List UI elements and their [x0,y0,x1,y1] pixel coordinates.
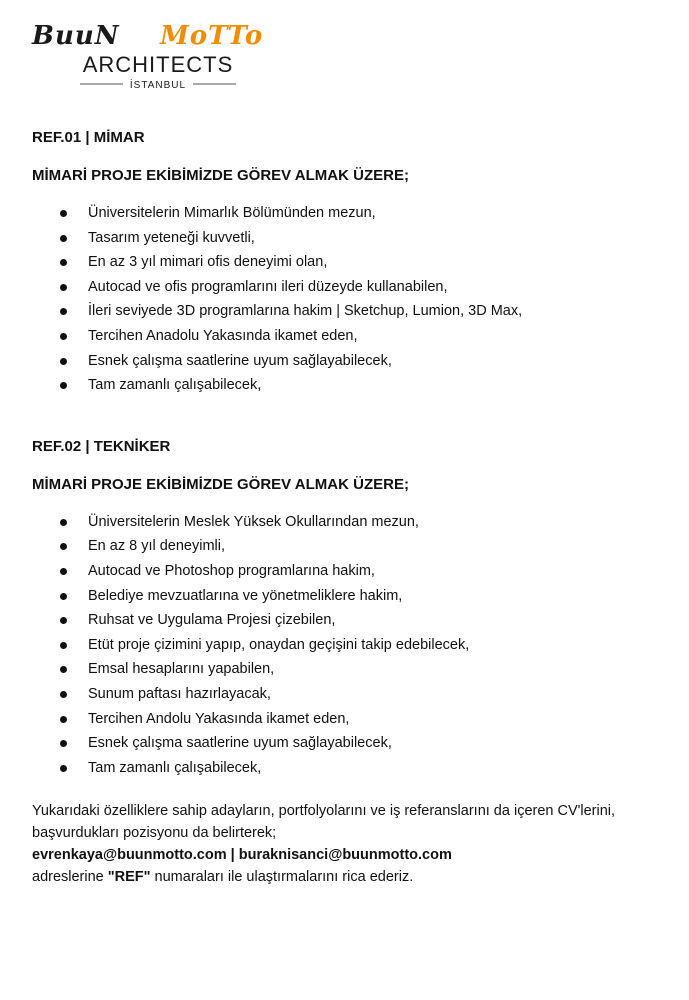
list-item: İleri seviyede 3D programlarına hakim | Sketchup, Lumion, 3D Max, [32,299,672,324]
list-item: Ruhsat ve Uygulama Projesi çizebilen, [32,608,672,633]
bullet-icon [60,259,67,266]
bullet-icon [60,740,67,747]
bullet-icon [60,666,67,673]
list-item: Etüt proje çizimini yapıp, onaydan geçişini takip edebilecek, [32,633,672,658]
ref-01-subtitle: MİMARİ PROJE EKİBİMİZDE GÖREV ALMAK ÜZERE; [32,167,409,184]
bullet-icon [60,333,67,340]
ref-02-subtitle: MİMARİ PROJE EKİBİMİZDE GÖREV ALMAK ÜZERE; [32,475,409,493]
bullet-icon [60,568,67,575]
bullet-icon [60,308,67,315]
list-item: Sunum paftası hazırlayacak, [32,682,672,707]
application-instructions [32,800,672,888]
closing-ref-note: adreslerine "REF" numaraları ile ulaştırmalarını rica ederiz. [32,869,414,886]
closing-text: Yukarıdaki özelliklere sahip adayların, portfolyolarını ve iş referanslarını da içeren CV'lerini, başvurdukları pozisyonu da belirterek; [32,803,616,842]
list-item: Autocad ve Photoshop programlarına hakim, [32,559,672,584]
bullet-icon [60,716,67,723]
bullet-icon [60,642,67,649]
list-item: Tam zamanlı çalışabilecek, [32,373,672,398]
list-item: Emsal hesaplarını yapabilen, [32,657,672,682]
list-item: Autocad ve ofis programlarını ileri düzeyde kullanabilen, [32,275,672,300]
ref-02-requirements [32,510,672,781]
ref-01-section [32,127,672,398]
list-item: En az 3 yıl mimari ofis deneyimi olan, [32,250,672,275]
bullet-icon [60,593,67,600]
bullet-icon [60,358,67,365]
contact-emails[interactable]: evrenkaya@buunmotto.com | buraknisanci@buunmotto.com [32,847,452,864]
ref-02-title: REF.02 | TEKNİKER [32,437,171,455]
logo-graphic [30,14,290,94]
logo-brand-motto: MoTTo [160,21,264,51]
bullet-icon [60,543,67,550]
logo-brand-buun: BuuN [32,21,120,51]
bullet-icon [60,617,67,624]
list-item: Üniversitelerin Mimarlık Bölümünden mezun, [32,201,672,226]
ref-02-section [32,436,672,781]
list-item: Esnek çalışma saatlerine uyum sağlayabilecek, [32,349,672,374]
company-logo [30,14,290,94]
bullet-icon [60,210,67,217]
ref-01-title: REF.01 | MİMAR [32,129,145,146]
logo-istanbul: İSTANBUL [129,80,187,91]
list-item: Tasarım yeteneği kuvvetli, [32,226,672,251]
bullet-icon [60,382,67,389]
bullet-icon [60,691,67,698]
list-item: Esnek çalışma saatlerine uyum sağlayabilecek, [32,731,672,756]
job-posting [32,127,672,888]
ref-01-requirements [32,201,672,398]
bullet-icon [60,284,67,291]
list-item: Üniversitelerin Meslek Yüksek Okullarından mezun, [32,510,672,535]
list-item: Belediye mevzuatlarına ve yönetmeliklere hakim, [32,584,672,609]
list-item: En az 8 yıl deneyimli, [32,534,672,559]
bullet-icon [60,765,67,772]
logo-architects: ARCHITECTS [82,52,234,77]
bullet-icon [60,519,67,526]
list-item: Tercihen Andolu Yakasında ikamet eden, [32,707,672,732]
bullet-icon [60,235,67,242]
list-item: Tam zamanlı çalışabilecek, [32,756,672,781]
list-item: Tercihen Anadolu Yakasında ikamet eden, [32,324,672,349]
